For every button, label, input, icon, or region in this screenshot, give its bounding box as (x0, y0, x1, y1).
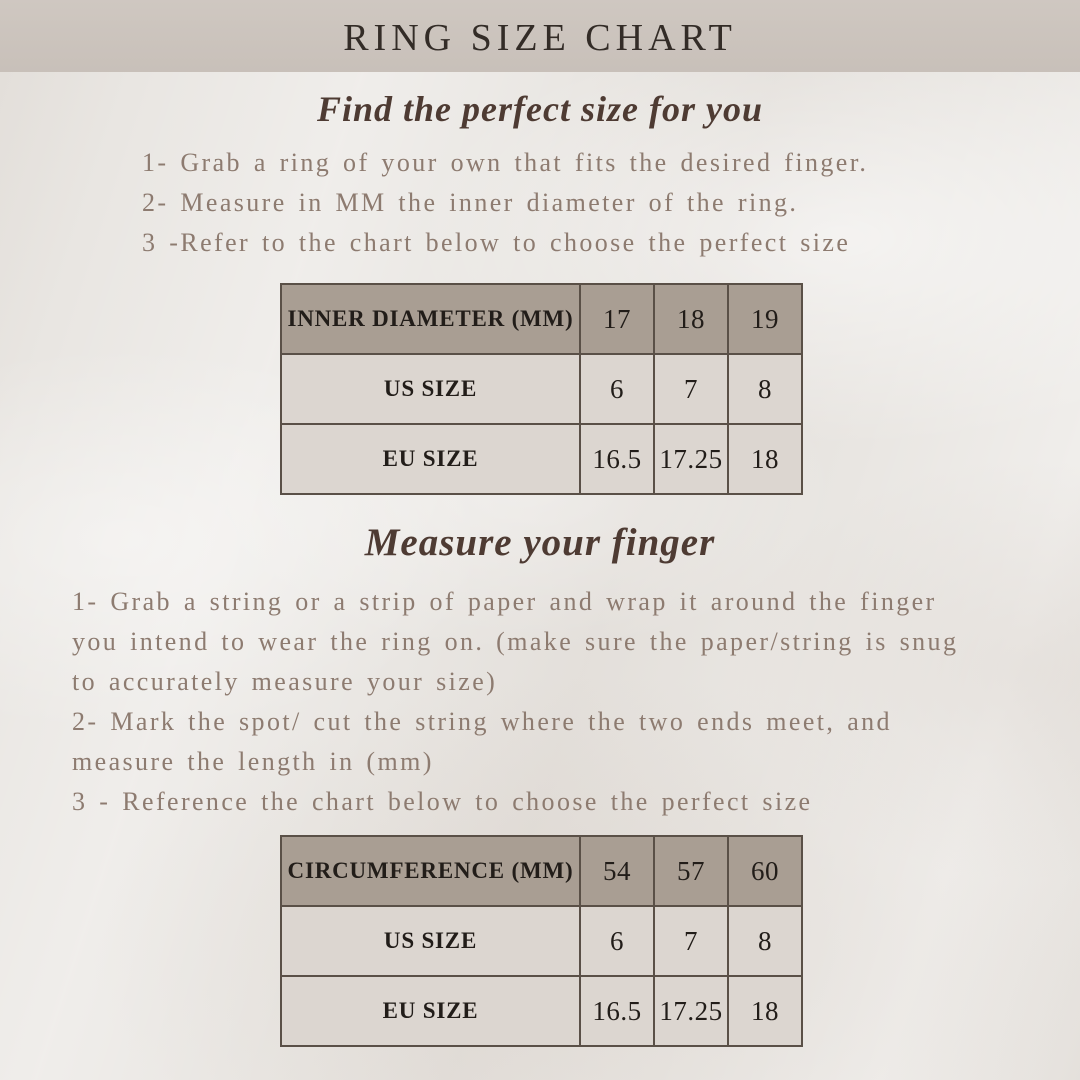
table-cell: 17.25 (654, 424, 728, 494)
table-cell: 57 (654, 836, 728, 906)
table-row (281, 836, 802, 906)
section2-heading: Measure your finger (364, 521, 716, 564)
table-cell: 19 (728, 284, 802, 354)
table-row (281, 976, 802, 1046)
section1-heading: Find the perfect size for you (317, 89, 763, 129)
table-cell: 18 (728, 424, 802, 494)
page-title: RING SIZE CHART (343, 17, 737, 59)
section2-instructions (72, 582, 958, 822)
table-cell: 18 (654, 284, 728, 354)
circumference-size-table (280, 835, 803, 1047)
instruction-line: 1- Grab a string or a strip of paper and wrap it around the finger (72, 587, 937, 616)
table-cell: 16.5 (580, 424, 654, 494)
instruction-line: to accurately measure your size) (72, 667, 498, 696)
table-cell: 54 (580, 836, 654, 906)
instruction-line: measure the length in (mm) (72, 747, 434, 776)
table-cell: 6 (580, 354, 654, 424)
table-cell: 8 (728, 354, 802, 424)
instruction-line: 1- Grab a ring of your own that fits the desired finger. (142, 148, 869, 177)
instruction-line: 3 - Reference the chart below to choose the perfect size (72, 787, 813, 816)
inner-diameter-size-table (280, 283, 803, 495)
row-label: INNER DIAMETER (MM) (281, 284, 580, 354)
header-banner (0, 0, 1080, 72)
table-cell: 16.5 (580, 976, 654, 1046)
instruction-line: 3 -Refer to the chart below to choose the perfect size (142, 228, 851, 257)
row-label: EU SIZE (281, 424, 580, 494)
section1-instructions (142, 143, 868, 263)
row-label: US SIZE (281, 906, 580, 976)
table-cell: 7 (654, 906, 728, 976)
table-row (281, 354, 802, 424)
table-row (281, 424, 802, 494)
table-cell: 6 (580, 906, 654, 976)
row-label: EU SIZE (281, 976, 580, 1046)
table-row (281, 906, 802, 976)
instruction-line: you intend to wear the ring on. (make sure the paper/string is snug (72, 627, 959, 656)
table-cell: 17 (580, 284, 654, 354)
row-label: US SIZE (281, 354, 580, 424)
table-cell: 18 (728, 976, 802, 1046)
table-cell: 60 (728, 836, 802, 906)
table-cell: 17.25 (654, 976, 728, 1046)
row-label: CIRCUMFERENCE (MM) (281, 836, 580, 906)
instruction-line: 2- Measure in MM the inner diameter of the ring. (142, 188, 799, 217)
table-cell: 7 (654, 354, 728, 424)
instruction-line: 2- Mark the spot/ cut the string where the two ends meet, and (72, 707, 892, 736)
table-cell: 8 (728, 906, 802, 976)
table-row (281, 284, 802, 354)
